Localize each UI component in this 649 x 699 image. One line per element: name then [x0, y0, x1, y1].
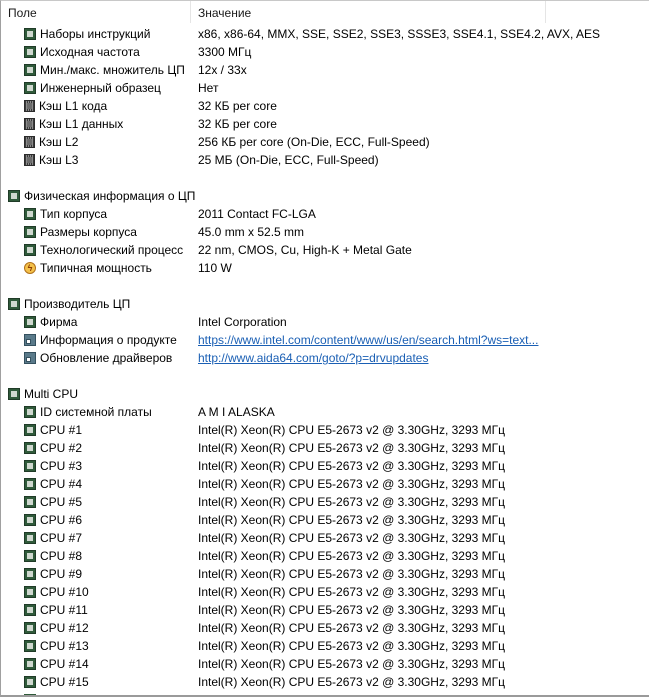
- list-item[interactable]: [1, 115, 649, 133]
- field-label: CPU #15: [40, 675, 89, 689]
- cpu-chip-icon: [24, 406, 36, 418]
- cpu-chip-icon: [24, 604, 36, 616]
- list-item[interactable]: [1, 43, 649, 61]
- value-text: Intel(R) Xeon(R) CPU E5-2673 v2 @ 3.30GHz, 3293 МГц: [198, 639, 506, 653]
- field-label: CPU #14: [40, 657, 89, 671]
- value-cell: [191, 99, 277, 113]
- cpu-chip-icon: [24, 478, 36, 490]
- list-item[interactable]: [1, 565, 649, 583]
- list-item[interactable]: [1, 259, 649, 277]
- field-cell: [1, 603, 191, 617]
- cpu-chip-icon: [24, 550, 36, 562]
- field-cell: [1, 207, 191, 221]
- cpu-chip-icon: [24, 424, 36, 436]
- value-link[interactable]: http://www.aida64.com/goto/?p=drvupdates: [198, 351, 429, 365]
- field-cell: [1, 45, 191, 59]
- list-item[interactable]: [1, 205, 649, 223]
- cpu-chip-icon: [24, 532, 36, 544]
- field-cell: [1, 567, 191, 581]
- list-item[interactable]: [1, 403, 649, 421]
- value-text: 2011 Contact FC-LGA: [198, 207, 316, 221]
- field-label: Исходная частота: [40, 45, 140, 59]
- value-cell: [191, 45, 251, 59]
- value-text: 32 КБ per core: [198, 99, 277, 113]
- field-cell: [1, 351, 191, 365]
- list-item[interactable]: [1, 313, 649, 331]
- cpu-chip-icon: [24, 46, 36, 58]
- cpu-chip-icon: [24, 244, 36, 256]
- list-item[interactable]: [1, 61, 649, 79]
- value-cell: [191, 423, 505, 437]
- field-cell: [1, 423, 191, 437]
- list-item[interactable]: [1, 331, 649, 349]
- field-cell: [1, 495, 191, 509]
- cpu-chip-icon: [24, 586, 36, 598]
- field-label: Наборы инструкций: [40, 27, 151, 41]
- value-cell: [191, 603, 505, 617]
- list-item[interactable]: [1, 547, 649, 565]
- field-cell: [1, 477, 191, 491]
- field-cell: [1, 27, 191, 41]
- value-text: Нет: [198, 81, 219, 95]
- value-text: 12x / 33x: [198, 63, 247, 77]
- field-label: CPU #10: [40, 585, 89, 599]
- value-text: Intel(R) Xeon(R) CPU E5-2673 v2 @ 3.30GHz, 3293 МГц: [198, 441, 506, 455]
- field-label: Инженерный образец: [40, 81, 161, 95]
- cpu-chip-icon: [24, 226, 36, 238]
- value-cell: [191, 675, 505, 689]
- value-cell: [191, 657, 505, 671]
- value-text: Intel(R) Xeon(R) CPU E5-2673 v2 @ 3.30GHz, 3293 МГц: [198, 621, 506, 635]
- shortcut-link-icon: [24, 352, 36, 364]
- field-cell: [1, 387, 401, 401]
- list-item[interactable]: [1, 223, 649, 241]
- field-cell: [1, 243, 191, 257]
- list-item[interactable]: [1, 25, 649, 43]
- field-label: CPU #6: [40, 513, 83, 527]
- value-cell: [191, 207, 316, 221]
- blank-spacer: [1, 367, 649, 385]
- field-cell: [1, 153, 191, 167]
- field-cell: [1, 261, 191, 275]
- list-item[interactable]: [1, 619, 649, 637]
- field-cell: [1, 531, 191, 545]
- list-item[interactable]: [1, 583, 649, 601]
- cpu-chip-icon: [24, 694, 36, 697]
- memory-cache-icon: [24, 100, 35, 112]
- field-label: Кэш L1 кода: [39, 99, 108, 113]
- value-text: Intel(R) Xeon(R) CPU E5-2673 v2 @ 3.30GHz, 3293 МГц: [198, 477, 506, 491]
- value-cell: [191, 117, 277, 131]
- value-cell: [191, 243, 412, 257]
- list-item[interactable]: [1, 673, 649, 691]
- cpu-chip-icon: [24, 316, 36, 328]
- field-cell: [1, 117, 191, 131]
- value-cell: [191, 513, 505, 527]
- field-cell: [1, 189, 401, 203]
- cpu-chip-icon: [8, 190, 20, 202]
- field-label: Обновление драйверов: [40, 351, 173, 365]
- value-cell: [191, 477, 505, 491]
- list-item[interactable]: [1, 241, 649, 259]
- field-label: ID системной платы: [40, 405, 152, 419]
- field-label: Кэш L3: [39, 153, 79, 167]
- value-cell: [191, 459, 505, 473]
- field-label: CPU #2: [40, 441, 83, 455]
- field-label: CPU #13: [40, 639, 89, 653]
- list-item[interactable]: [1, 493, 649, 511]
- field-label: CPU #7: [40, 531, 83, 545]
- blank-spacer: [1, 169, 649, 187]
- field-cell: [1, 81, 191, 95]
- value-cell: [191, 531, 505, 545]
- field-cell: [1, 297, 401, 311]
- field-label: Размеры корпуса: [40, 225, 137, 239]
- blank-spacer: [1, 277, 649, 295]
- field-cell: [1, 585, 191, 599]
- value-text: 32 КБ per core: [198, 117, 277, 131]
- field-label: CPU #5: [40, 495, 83, 509]
- value-text: Intel(R) Xeon(R) CPU E5-2673 v2 @ 3.30GHz, 3293 МГц: [198, 603, 506, 617]
- value-cell: [191, 333, 538, 347]
- value-text: 110 W: [198, 261, 232, 275]
- cpu-chip-icon: [24, 28, 36, 40]
- field-label: Физическая информация о ЦП: [24, 189, 196, 203]
- value-text: 256 КБ per core (On-Die, ECC, Full-Speed): [198, 135, 430, 149]
- value-cell: [191, 549, 505, 563]
- field-label: Кэш L2: [39, 135, 79, 149]
- field-label: CPU #1: [40, 423, 83, 437]
- shortcut-link-icon: [24, 334, 36, 346]
- field-cell: [1, 99, 191, 113]
- value-text: Intel(R) Xeon(R) CPU E5-2673 v2 @ 3.30GHz, 3293 МГц: [198, 513, 506, 527]
- list-item[interactable]: [1, 421, 649, 439]
- field-cell: [1, 549, 191, 563]
- value-text: 3300 МГц: [198, 45, 252, 59]
- value-text: Intel(R) Xeon(R) CPU E5-2673 v2 @ 3.30GHz, 3293 МГц: [198, 657, 506, 671]
- memory-cache-icon: [24, 118, 35, 130]
- value-cell: [191, 621, 505, 635]
- value-text: 25 МБ (On-Die, ECC, Full-Speed): [198, 153, 379, 167]
- list-item[interactable]: [1, 655, 649, 673]
- value-link[interactable]: https://www.intel.com/content/www/us/en/search.html?ws=text...: [198, 333, 539, 347]
- value-text: Intel(R) Xeon(R) CPU E5-2673 v2 @ 3.30GHz, 3293 МГц: [198, 549, 506, 563]
- memory-cache-icon: [24, 136, 35, 148]
- cpu-chip-icon: [24, 442, 36, 454]
- value-text: 45.0 mm x 52.5 mm: [198, 225, 305, 239]
- list-item[interactable]: [1, 637, 649, 655]
- field-label: Фирма: [40, 315, 78, 329]
- field-cell: [1, 441, 191, 455]
- cpu-chip-icon: [24, 496, 36, 508]
- cpu-chip-icon: [24, 568, 36, 580]
- list-item[interactable]: [1, 457, 649, 475]
- list-item[interactable]: [1, 349, 649, 367]
- cpu-chip-icon: [24, 640, 36, 652]
- field-cell: [1, 513, 191, 527]
- value-text: Intel Corporation: [198, 315, 287, 329]
- value-cell: [191, 585, 505, 599]
- field-cell: [1, 405, 191, 419]
- column-header-value[interactable]: Значение: [191, 1, 546, 23]
- field-cell: [1, 135, 191, 149]
- list-item[interactable]: [1, 601, 649, 619]
- field-cell: [1, 225, 191, 239]
- list-item[interactable]: [1, 133, 649, 151]
- value-text: Intel(R) Xeon(R) CPU E5-2673 v2 @ 3.30GHz, 3293 МГц: [198, 531, 506, 545]
- column-header-field[interactable]: Поле: [1, 1, 191, 23]
- value-cell: [191, 405, 275, 419]
- section-header[interactable]: [1, 187, 649, 205]
- field-cell: [1, 657, 191, 671]
- field-label: Тип корпуса: [40, 207, 108, 221]
- field-cell: [1, 63, 191, 77]
- list-item[interactable]: [1, 475, 649, 493]
- value-cell: [191, 135, 430, 149]
- value-cell: [191, 567, 505, 581]
- field-label: CPU #12: [40, 621, 89, 635]
- value-text: Intel(R) Xeon(R) CPU E5-2673 v2 @ 3.30GHz, 3293 МГц: [198, 423, 506, 437]
- field-label: Производитель ЦП: [24, 297, 131, 311]
- value-cell: [191, 495, 505, 509]
- value-cell: [191, 81, 218, 95]
- value-text: Intel(R) Xeon(R) CPU E5-2673 v2 @ 3.30GHz, 3293 МГц: [198, 459, 506, 473]
- list-item[interactable]: [1, 97, 649, 115]
- field-cell: [1, 639, 191, 653]
- cpu-chip-icon: [24, 64, 36, 76]
- memory-cache-icon: [24, 154, 35, 166]
- field-label: CPU #11: [40, 603, 88, 617]
- list-item[interactable]: [1, 151, 649, 169]
- list-header: [1, 1, 546, 23]
- field-label: Информация о продукте: [40, 333, 177, 347]
- field-label: Кэш L1 данных: [39, 117, 124, 131]
- field-cell: [1, 333, 191, 347]
- value-cell: [191, 261, 232, 275]
- value-cell: [191, 153, 379, 167]
- value-cell: [191, 225, 304, 239]
- section-header[interactable]: [1, 295, 649, 313]
- value-text: Intel(R) Xeon(R) CPU E5-2673 v2 @ 3.30GHz, 3293 МГц: [198, 675, 506, 689]
- field-label: CPU #3: [40, 459, 83, 473]
- list-item[interactable]: [1, 511, 649, 529]
- field-cell: [1, 459, 191, 473]
- value-cell: [191, 63, 247, 77]
- value-cell: [191, 639, 505, 653]
- cpu-chip-icon: [24, 460, 36, 472]
- section-header[interactable]: [1, 385, 649, 403]
- list-item[interactable]: [1, 439, 649, 457]
- field-cell: [1, 621, 191, 635]
- value-text: 22 nm, CMOS, Cu, High-K + Metal Gate: [198, 243, 412, 257]
- cpu-chip-icon: [24, 658, 36, 670]
- value-cell: [191, 315, 287, 329]
- field-cell: [1, 675, 191, 689]
- cpu-chip-icon: [24, 208, 36, 220]
- property-rows: [1, 25, 649, 691]
- power-icon: ϟ: [24, 262, 36, 274]
- field-label: CPU #9: [40, 567, 83, 581]
- field-label: CPU #8: [40, 549, 83, 563]
- field-label: Типичная мощность: [40, 261, 152, 275]
- cpu-chip-icon: [24, 676, 36, 688]
- value-text: Intel(R) Xeon(R) CPU E5-2673 v2 @ 3.30GHz, 3293 МГц: [198, 495, 506, 509]
- cpu-chip-icon: [24, 622, 36, 634]
- field-label: Multi CPU: [24, 387, 79, 401]
- list-item[interactable]: [1, 529, 649, 547]
- value-cell: [191, 27, 600, 41]
- cpu-chip-icon: [24, 514, 36, 526]
- field-label: Мин./макс. множитель ЦП: [40, 63, 185, 77]
- value-cell: [191, 351, 428, 365]
- cpu-chip-icon: [24, 82, 36, 94]
- value-text: x86, x86-64, MMX, SSE, SSE2, SSE3, SSSE3, SSE4.1, SSE4.2, AVX, AES: [198, 27, 600, 41]
- field-label: Технологический процесс: [40, 243, 184, 257]
- cpu-chip-icon: [8, 298, 20, 310]
- field-label: CPU #4: [40, 477, 83, 491]
- value-text: A M I ALASKA: [198, 405, 275, 419]
- cpu-chip-icon: [8, 388, 20, 400]
- value-text: Intel(R) Xeon(R) CPU E5-2673 v2 @ 3.30GHz, 3293 МГц: [198, 585, 506, 599]
- value-text: Intel(R) Xeon(R) CPU E5-2673 v2 @ 3.30GHz, 3293 МГц: [198, 567, 506, 581]
- field-cell: [1, 315, 191, 329]
- list-item[interactable]: [1, 79, 649, 97]
- value-cell: [191, 441, 505, 455]
